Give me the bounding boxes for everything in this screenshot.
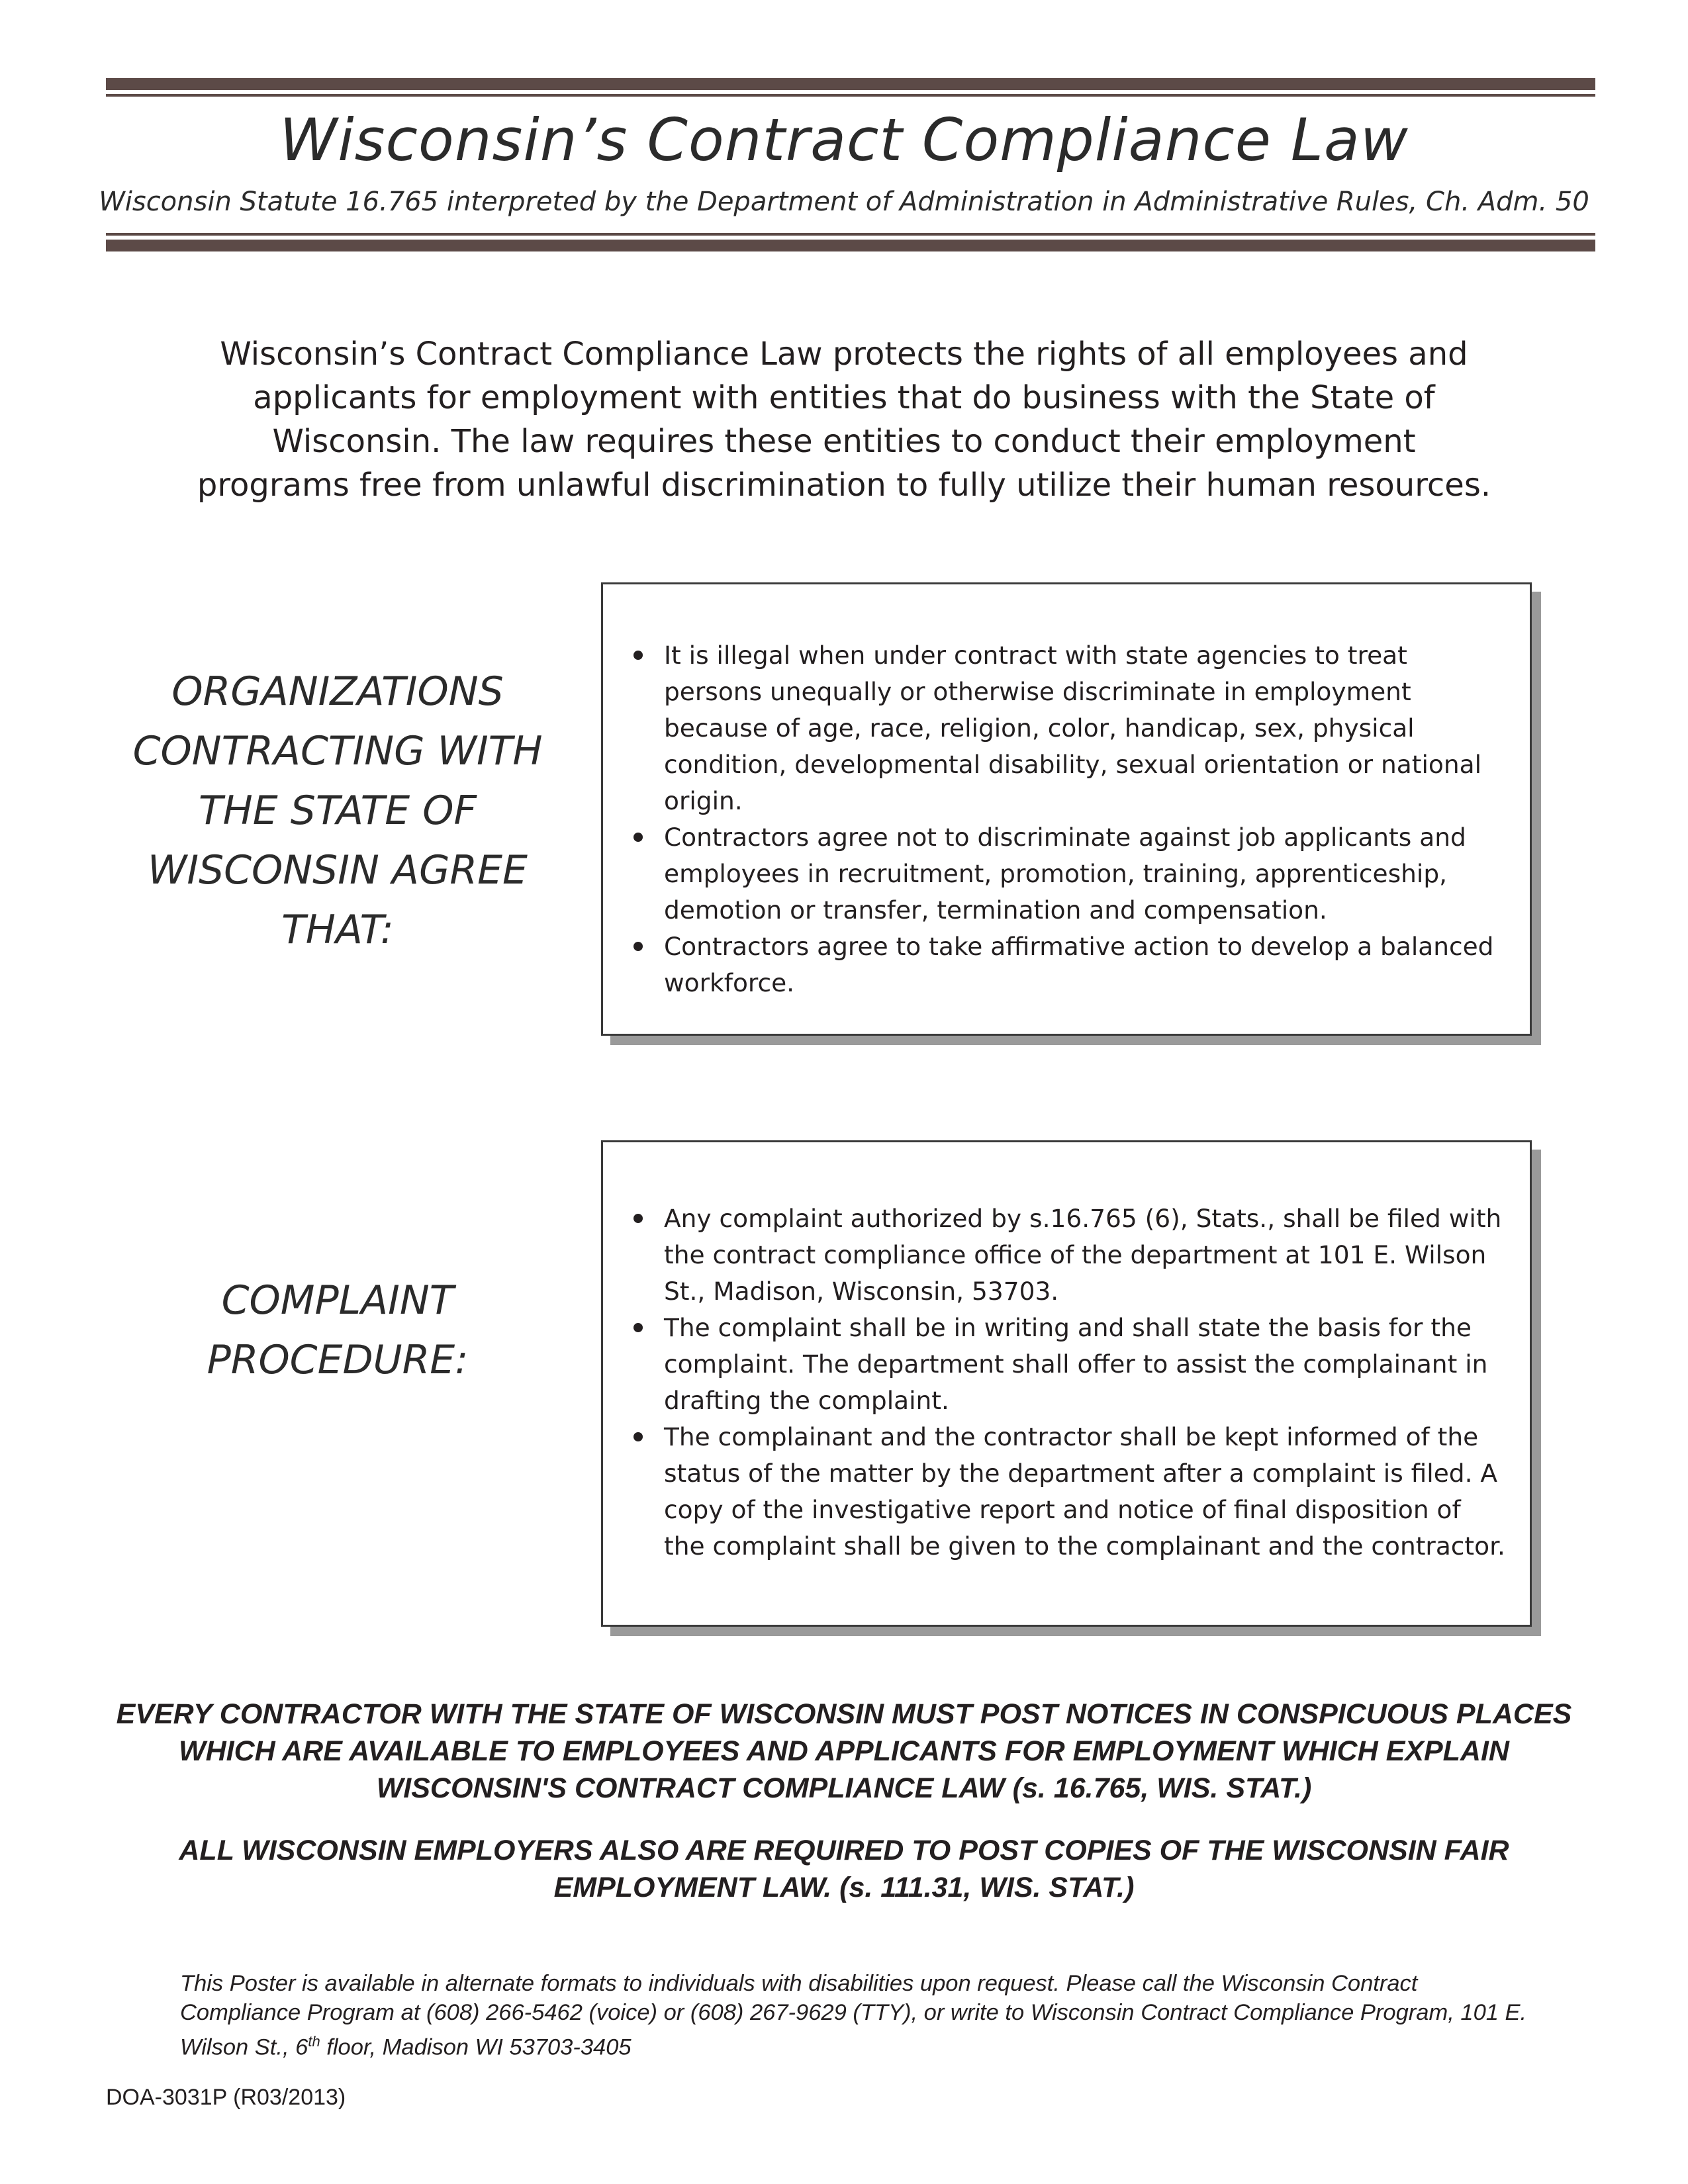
alternate-formats-note [180,1969,1530,2062]
posting-notice: EVERY CONTRACTOR WITH THE STATE OF WISCONSIN MUST POST NOTICES IN CONSPICUOUS PLACES WHICH ARE AVAILABLE TO EMPLOYEES AND APPLICANTS FOR EMPLOYMENT WHICH EXPLAIN WISCONSIN'S CONTRACT COMPLIANCE LAW (s. 16.765, WIS. STAT.) [116,1698,1572,1804]
fair-employment-notice: ALL WISCONSIN EMPLOYERS ALSO ARE REQUIRED TO POST COPIES OF THE WISCONSIN FAIR EMPLOYMENT LAW. (s. 111.31, WIS. STAT.) [179,1835,1509,1903]
list-item: It is illegal when under contract with state agencies to treat persons unequally or otherwise discriminate in employment because of age, race, religion, color, handicap, sex, physical condition, developmental disability, sexual orientation or national origin. [664,637,1506,819]
page-title: Wisconsin’s Contract Compliance Law [279,106,1409,174]
footer-note-text: This Poster is available in alternate formats to individuals with disabilities upon request. Please call the Wisconsin Contract Compliance Program at (608) 266-5462 (voice) or (608) 267-9629 (TTY), or write to Wisconsin Contract Compliance Program, 101 E. Wilson St., 6 [180,1971,1527,2060]
form-number: DOA-3031P (R03/2013) [106,2085,346,2110]
agreement-box [601,582,1532,1036]
list-item: Contractors agree to take affirmative action to develop a balanced workforce. [664,929,1506,1001]
complaint-list [603,1142,1530,1565]
list-item: The complainant and the contractor shall be kept informed of the status of the matter by the department after a complaint is filed. A copy of the investigative report and notice of final disposition of the complaint shall be given to the complainant and the contractor. [664,1419,1506,1565]
intro-paragraph: Wisconsin’s Contract Compliance Law protects the rights of all employees and applicants for employment with entities that do business with the State of Wisconsin. The law requires these entities to conduct their employment programs free from unlawful discrimination to fully utilize their human resources. [197,336,1491,504]
footer-note-superscript: th [308,2033,320,2050]
section-heading-complaint: COMPLAINT PROCEDURE: [207,1277,469,1383]
agreement-list [603,584,1530,1001]
footer-note-text-end: floor, Madison WI 53703-3405 [320,2034,632,2060]
list-item: Any complaint authorized by s.16.765 (6), Stats., shall be filed with the contract compliance office of the department at 101 E. Wilson St., Madison, Wisconsin, 53703. [664,1201,1506,1310]
page-subtitle: Wisconsin Statute 16.765 interpreted by the Department of Administration in Administrative Rules, Ch. Adm. 50 [99,187,1589,217]
section-heading-agreement: ORGANIZATIONS CONTRACTING WITH THE STATE OF WISCONSIN AGREE THAT: [132,668,543,953]
complaint-box [601,1140,1532,1627]
header-bottom-rule [106,233,1595,251]
list-item: The complaint shall be in writing and shall state the basis for the complaint. The department shall offer to assist the complainant in drafting the complaint. [664,1310,1506,1419]
header-top-rule [106,78,1595,97]
list-item: Contractors agree not to discriminate against job applicants and employees in recruitment, promotion, training, apprenticeship, demotion or transfer, termination and compensation. [664,819,1506,929]
